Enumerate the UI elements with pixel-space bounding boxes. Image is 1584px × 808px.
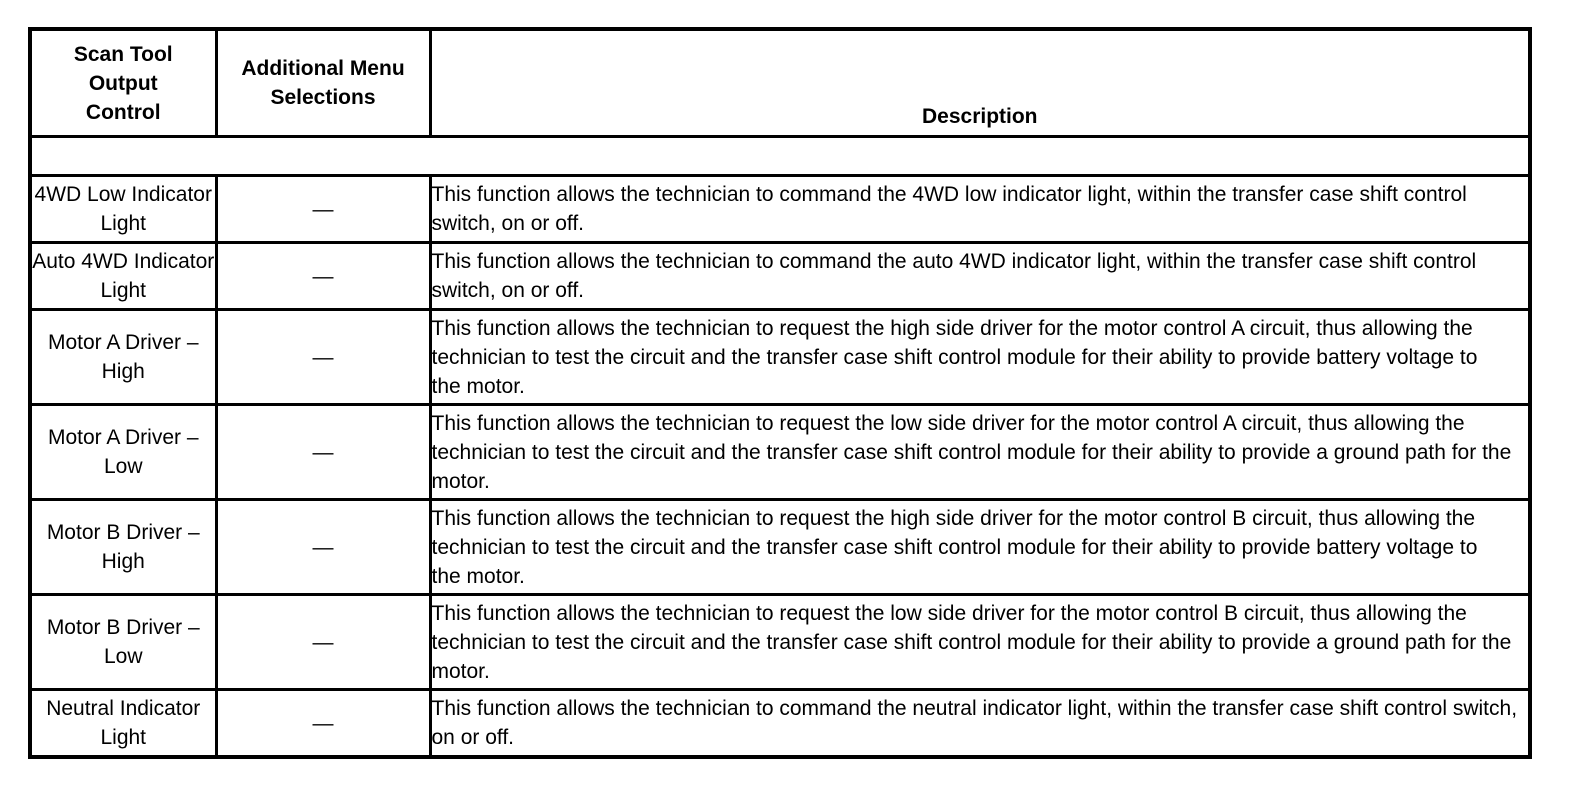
control-cell: Motor B Driver – High [30,500,216,595]
table-row [30,243,1530,310]
description-cell: This function allows the technician to request the low side driver for the motor control B circuit, thus allowing the technician to test the circuit and the transfer case shift control module for their ability to provide a ground path for the motor. [430,595,1530,690]
description-cell: This function allows the technician to request the low side driver for the motor control A circuit, thus allowing the technician to test the circuit and the transfer case shift control module for their ability to provide a ground path for the motor. [430,405,1530,500]
description-cell: This function allows the technician to request the high side driver for the motor control B circuit, thus allowing the technician to test the circuit and the transfer case shift control module for their ability to provide battery voltage to the motor. [430,500,1530,595]
menu-cell: — [216,595,430,690]
spacer-row [30,137,1530,176]
table-row [30,500,1530,595]
header-menu: Additional Menu Selections [216,29,430,137]
control-cell: Neutral Indicator Light [30,690,216,758]
table-row [30,595,1530,690]
description-cell: This function allows the technician to command the neutral indicator light, within the transfer case shift control switch, on or off. [430,690,1530,758]
table-row [30,310,1530,405]
menu-cell: — [216,500,430,595]
table-row [30,690,1530,758]
menu-cell: — [216,690,430,758]
description-cell: This function allows the technician to command the 4WD low indicator light, within the transfer case shift control switch, on or off. [430,176,1530,243]
control-cell: Motor A Driver – High [30,310,216,405]
control-cell: Motor B Driver – Low [30,595,216,690]
spacer-cell [30,137,1530,176]
description-cell: This function allows the technician to command the auto 4WD indicator light, within the transfer case shift control switch, on or off. [430,243,1530,310]
menu-cell: — [216,243,430,310]
control-cell: Auto 4WD Indicator Light [30,243,216,310]
menu-cell: — [216,405,430,500]
table-header-row [30,29,1530,137]
menu-cell: — [216,310,430,405]
output-control-table [28,27,1532,759]
table-row [30,405,1530,500]
control-cell: Motor A Driver – Low [30,405,216,500]
header-control: Scan Tool Output Control [30,29,216,137]
control-cell: 4WD Low Indicator Light [30,176,216,243]
table-row [30,176,1530,243]
description-cell: This function allows the technician to request the high side driver for the motor control A circuit, thus allowing the technician to test the circuit and the transfer case shift control module for their ability to provide battery voltage to the motor. [430,310,1530,405]
header-description: Description [430,29,1530,137]
menu-cell: — [216,176,430,243]
